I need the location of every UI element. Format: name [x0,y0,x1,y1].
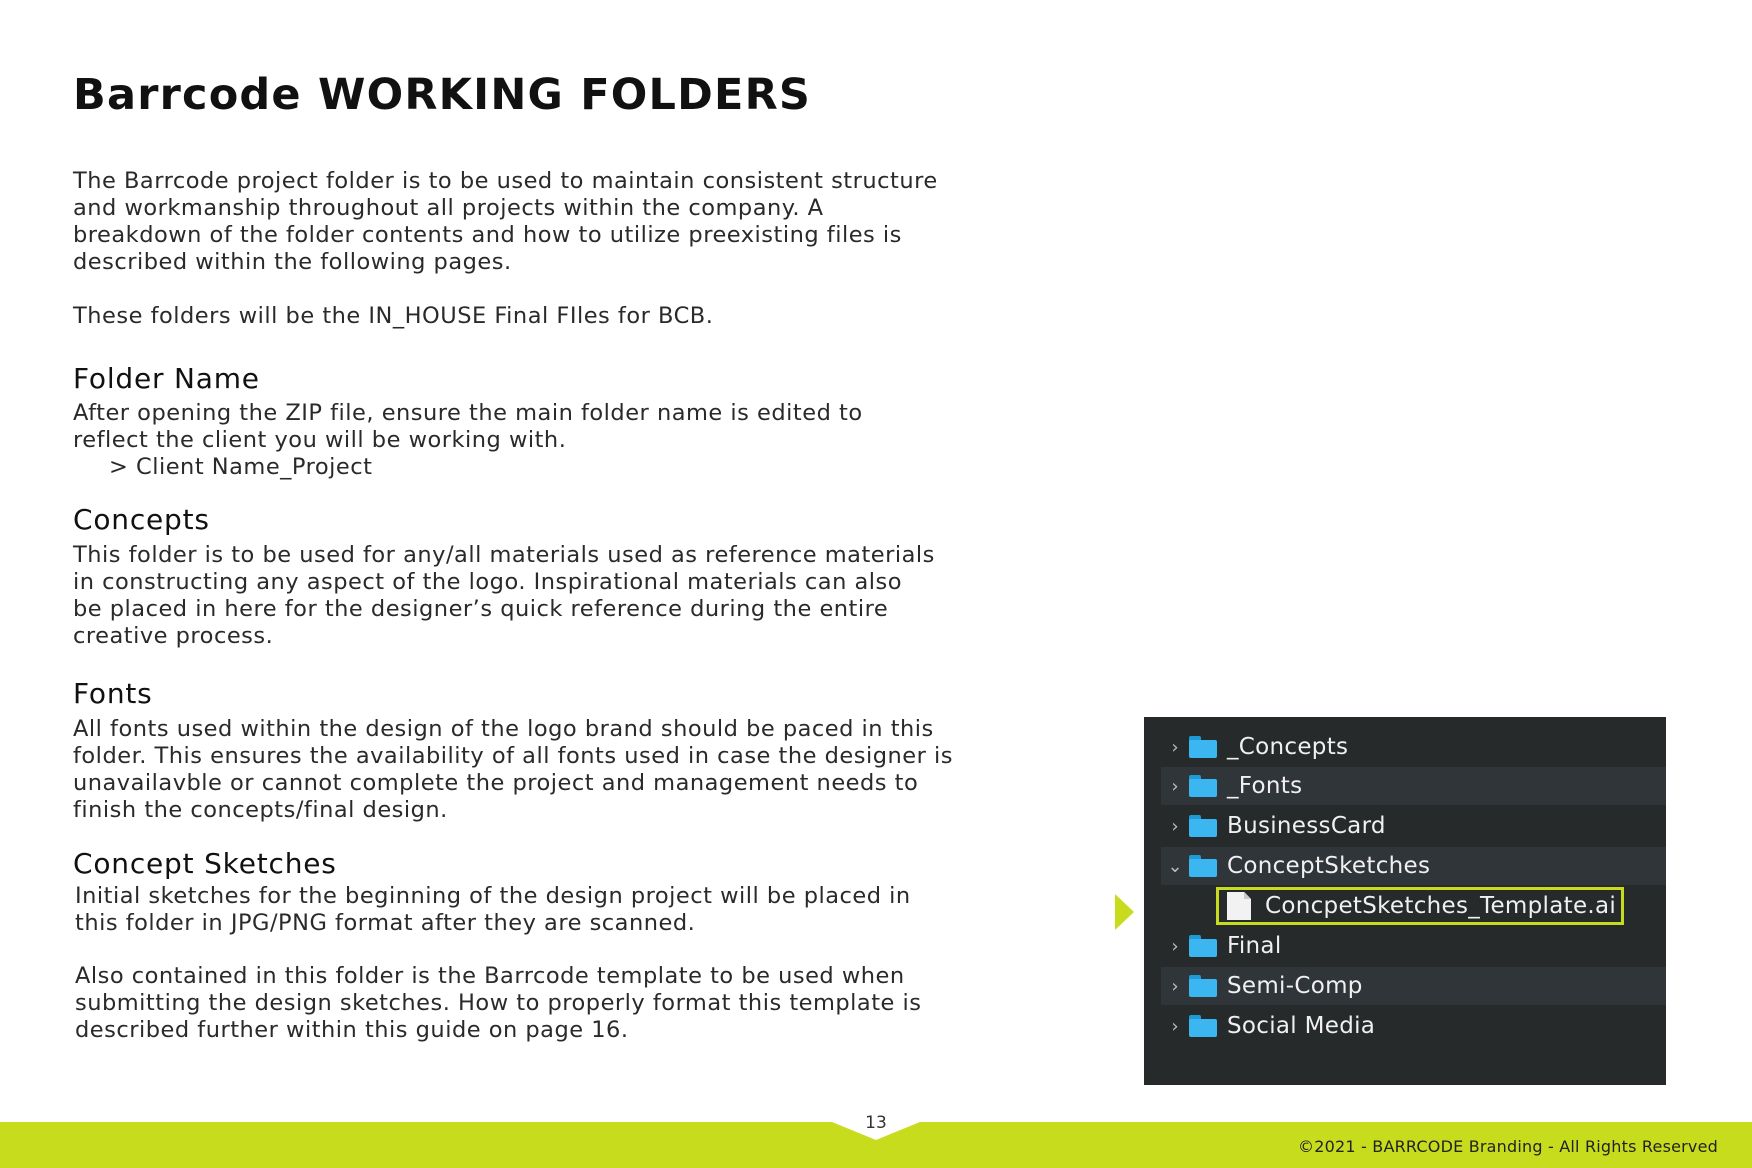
chevron-right-icon[interactable]: › [1171,815,1179,837]
chevron-right-icon[interactable]: › [1171,775,1179,797]
concepts-text: This folder is to be used for any/all materials used as reference materials in constructing any aspect of the logo. Inspirational materials can also be placed in here for the designer’s quick reference during the entire creative process. [73,542,935,649]
folder-row-final[interactable] [1161,927,1666,965]
folder-row-businesscard[interactable] [1161,807,1666,845]
folder-label: Semi-Comp [1227,973,1363,999]
chevron-down-icon[interactable]: ⌄ [1167,855,1183,877]
folder-name-heading: Folder Name [73,362,260,395]
concept-sketches-text-2: Also contained in this folder is the Barrcode template to be used when submitting the design sketches. How to properly format this template is described further within this guide on page 16. [75,963,922,1043]
folder-row-fonts[interactable] [1161,767,1666,805]
folder-icon [1189,935,1217,957]
page-title: Barrcode WORKING FOLDERS [73,70,812,120]
folder-name-text: After opening the ZIP file, ensure the main folder name is edited to reflect the client you will be working with. [73,400,863,453]
folder-label: _Fonts [1227,773,1303,799]
folder-icon [1189,855,1217,877]
chevron-right-icon[interactable]: › [1171,975,1179,997]
intro-paragraph: The Barrcode project folder is to be used to maintain consistent structure and workmanship throughout all projects within the company. A breakdown of the folder contents and how to utilize preexisting files is described within the following pages. [73,168,938,275]
intro-note: These folders will be the IN_HOUSE Final FIles for BCB. [73,303,714,329]
folder-label: ConceptSketches [1227,853,1431,879]
folder-label: BusinessCard [1227,813,1386,839]
folder-icon [1189,815,1217,837]
concept-sketches-heading: Concept Sketches [73,847,337,880]
pointer-arrow-icon [1115,894,1134,930]
document-icon [1227,892,1251,920]
page-number: 13 [865,1113,887,1133]
fonts-text: All fonts used within the design of the logo brand should be paced in this folder. This ensures the availability of all fonts used in case the designer is unavailavble or cannot complete the project and management needs to finish the concepts/final design. [73,716,953,823]
file-label: ConcpetSketches_Template.ai [1265,893,1617,919]
folder-row-socialmedia[interactable] [1161,1007,1666,1045]
file-row-template[interactable] [1216,887,1624,925]
chevron-right-icon[interactable]: › [1171,1015,1179,1037]
folder-icon [1189,775,1217,797]
folder-row-semicomp[interactable] [1161,967,1666,1005]
concept-sketches-text: Initial sketches for the beginning of the design project will be placed in this folder in JPG/PNG format after they are scanned. [75,883,911,936]
copyright-text: ©2021 - BARRCODE Branding - All Rights Reserved [1298,1137,1718,1156]
concepts-heading: Concepts [73,503,210,536]
folder-label: _Concepts [1227,734,1349,760]
folder-icon [1189,975,1217,997]
folder-label: Social Media [1227,1013,1376,1039]
folder-row-conceptsketches[interactable] [1161,847,1666,885]
chevron-right-icon[interactable]: › [1171,736,1179,758]
folder-browser [1144,717,1666,1085]
folder-row-concepts[interactable] [1161,728,1666,766]
folder-icon [1189,736,1217,758]
folder-icon [1189,1015,1217,1037]
folder-name-example: > Client Name_Project [109,454,373,480]
fonts-heading: Fonts [73,677,153,710]
chevron-right-icon[interactable]: › [1171,935,1179,957]
folder-label: Final [1227,933,1282,959]
